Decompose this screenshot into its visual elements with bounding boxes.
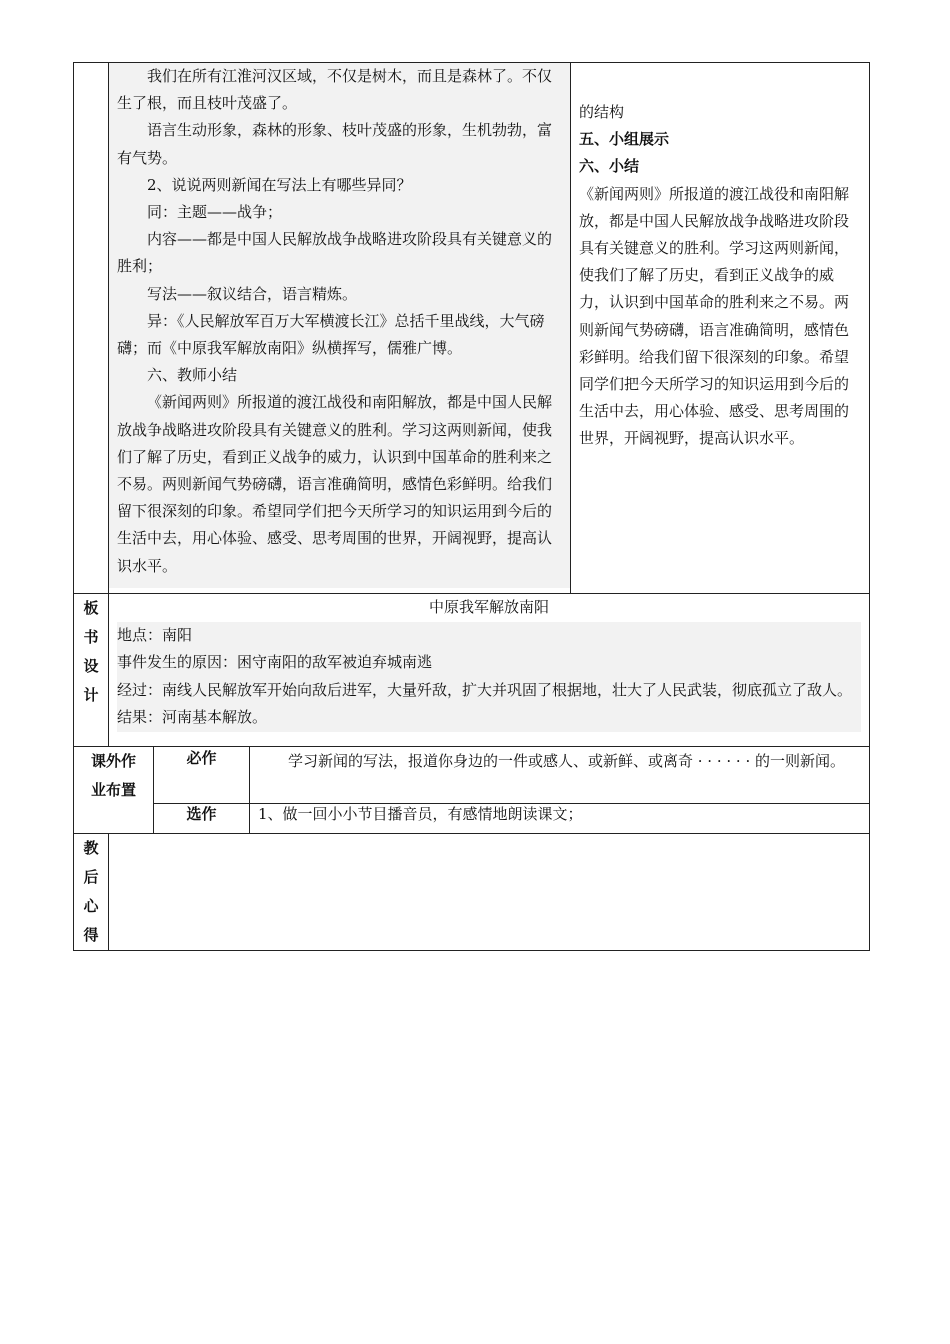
row-label-cell xyxy=(74,63,109,594)
board-cause: 事件发生的原因：困守南阳的敌军被迫弃城南逃 xyxy=(117,653,433,671)
lesson-plan-page xyxy=(73,62,869,951)
teacher-summary-text: 《新闻两则》所报道的渡江战役和南阳解放，都是中国人民解放战争战略进攻阶段具有关键意义的胜利。学习这两则新闻，使我们了解了历史，看到正义战争的威力，认识到中国革命的胜利来之不易。两则新闻气势磅礴，语言准确简明，感情色彩鲜明。给我们留下很深刻的印象。希望同学们把今天所学习的知识运用到今后的生活中去，用心体验、感受、思考周围的世界，开阔视野，提高认识水平。 xyxy=(117,393,553,575)
optional-cell xyxy=(250,803,870,833)
reflection-row xyxy=(74,833,870,950)
homework-label-line: 课外作 xyxy=(90,751,136,770)
board-design-row xyxy=(74,594,870,747)
side-content-cell xyxy=(571,63,870,594)
lesson-content-row xyxy=(74,63,870,594)
required-label: 必作 xyxy=(154,746,250,803)
label-char: 设 xyxy=(83,657,99,675)
side-summary-text: 《新闻两则》所报道的渡江战役和南阳解放，都是中国人民解放战争战略进攻阶段具有关键意义的胜利。学习这两则新闻，使我们了解了历史，看到正义战争的威力，认识到中国革命的胜利来之不易。两则新闻气势磅礴，语言准确简明，感情色彩鲜明。给我们留下很深刻的印象。希望同学们把今天所学习的知识运用到今后的生活中去，用心体验、感受、思考周围的世界，开阔视野，提高认识水平。 xyxy=(579,184,850,448)
board-details xyxy=(117,622,861,732)
similarity-content: 内容——都是中国人民解放战争战略进攻阶段具有关键意义的胜利； xyxy=(117,230,553,276)
label-char: 得 xyxy=(83,925,99,944)
difference: 异：《人民解放军百万大军横渡长江》总括千里战线，大气磅礴；而《中原我军解放南阳》纵横挥写，儒雅广博。 xyxy=(117,311,545,358)
board-title: 中原我军解放南阳 xyxy=(429,598,550,616)
label-char: 计 xyxy=(83,686,99,704)
reflection-label xyxy=(74,833,109,950)
optional-label: 选作 xyxy=(154,803,250,833)
required-cell xyxy=(250,746,870,803)
main-content-cell xyxy=(109,63,571,594)
board-result: 结果：河南基本解放。 xyxy=(117,708,268,726)
similarity-theme: 同：主题——战争； xyxy=(147,203,283,222)
optional-text: 1、做一回小小节目播音员，有感情地朗读课文； xyxy=(258,804,583,823)
optional-block xyxy=(250,804,869,824)
label-char: 书 xyxy=(83,628,99,646)
board-design-label xyxy=(74,594,109,747)
homework-required-row xyxy=(74,746,870,803)
board-design-cell xyxy=(109,594,870,747)
main-text-block xyxy=(109,63,570,588)
required-text: 学习新闻的写法，报道你身边的一件或感人、或新鲜、或离奇 · · · · · · 的一则新闻。 xyxy=(288,751,845,770)
label-char: 教 xyxy=(83,838,99,857)
side-text-block xyxy=(571,63,869,453)
reflection-content-cell[interactable] xyxy=(109,833,870,950)
label-char: 后 xyxy=(83,867,99,886)
teacher-summary-heading: 六、教师小结 xyxy=(147,366,238,385)
side-heading-summary: 六、小结 xyxy=(579,157,640,176)
label-char: 心 xyxy=(83,896,99,915)
side-structure: 的结构 xyxy=(579,103,625,121)
homework-optional-row xyxy=(74,803,870,833)
quote-paragraph: 我们在所有江淮河汉区域，不仅是树木，而且是森林了。不仅生了根，而且枝叶茂盛了。 xyxy=(117,67,553,113)
side-heading-group-show: 五、小组展示 xyxy=(579,130,670,149)
homework-label xyxy=(74,746,154,833)
lesson-plan-table xyxy=(73,62,870,951)
board-design-block xyxy=(109,594,869,746)
language-analysis: 语言生动形象，森林的形象、枝叶茂盛的形象，生机勃勃，富有气势。 xyxy=(117,121,553,167)
board-process: 经过：南线人民解放军开始向敌后进军，大量歼敌，扩大并巩固了根据地，壮大了人民武装，彻底孤立了敌人。 xyxy=(117,680,853,699)
board-place: 地点：南阳 xyxy=(117,625,193,644)
label-char: 板 xyxy=(83,599,99,617)
similarity-writing: 写法——叙议结合，语言精炼。 xyxy=(147,284,358,303)
homework-label-line: 业布置 xyxy=(90,780,136,799)
question-2: 2、说说两则新闻在写法上有哪些异同？ xyxy=(147,175,412,194)
required-block xyxy=(250,747,869,775)
